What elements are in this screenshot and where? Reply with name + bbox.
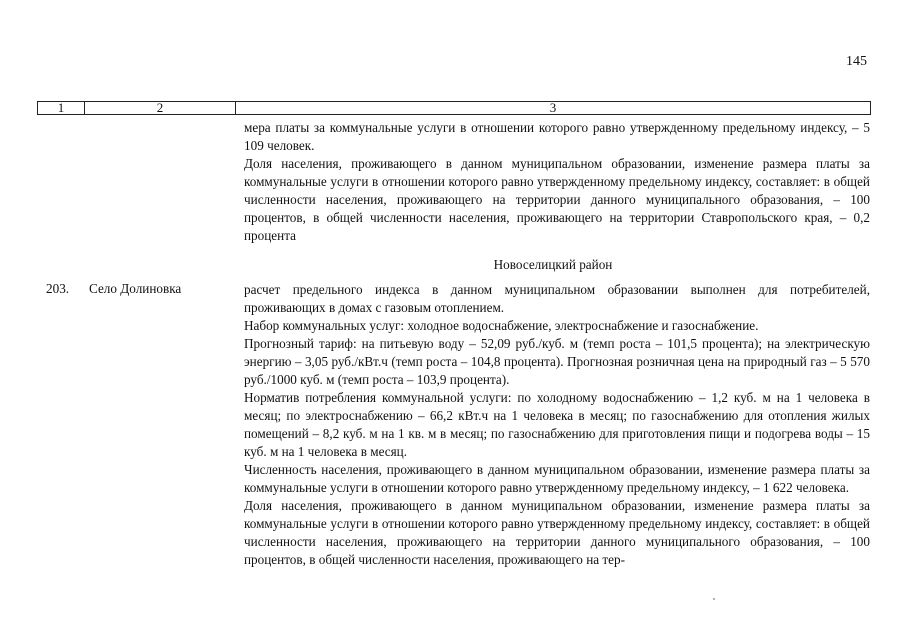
continuation-text (244, 119, 870, 245)
entry-number: 203. (46, 281, 70, 296)
column-number-1: 1 (38, 102, 85, 114)
entry-paragraph: Доля населения, проживающего в данном муниципальном образовании, изменение размера платы за коммунальные услуги в отношении которого равно утвержденному предельному индексу, составляет: в общей численности населения, проживающего на территории данного муниципального образования, – 100 процентов, в общей численности населения, проживающего на тер- (244, 498, 870, 567)
table-column-header (37, 101, 871, 115)
column-number-3: 3 (549, 100, 557, 115)
continuation-paragraph: мера платы за коммунальные услуги в отношении которого равно утвержденному предельному индексу, – 5 109 человек. (244, 120, 870, 153)
page-number: 145 (846, 54, 867, 69)
district-heading: Новоселицкий район (493, 257, 613, 272)
scan-speck (713, 598, 715, 600)
table-row (37, 281, 871, 569)
continuation-row (37, 119, 871, 245)
column-number-2: 2 (85, 102, 236, 114)
entry-paragraph: Набор коммунальных услуг: холодное водоснабжение, электроснабжение и газоснабжение. (244, 318, 759, 333)
entry-text (244, 281, 870, 569)
continuation-paragraph: Доля населения, проживающего в данном муниципальном образовании, изменение размера платы за коммунальные услуги в отношении которого равно утвержденному предельному индексу, составляет: в общей численности населения, проживающего на территории данного муниципального образования, – 100 процентов, в общей численности населения, проживающего на территории Ставропольского края, – 0,2 процента (244, 156, 870, 243)
entry-paragraph: Норматив потребления коммунальной услуги: по холодному водоснабжению – 1,2 куб. м на 1 человека в месяц; по электроснабжению – 66,2 кВт.ч на 1 человека в месяц; по газоснабжению для отопления жилых помещений – 8,2 куб. м на 1 кв. м в месяц; по газоснабжению для приготовления пищи и подогрева воды – 15 куб. м на 1 человека в месяц. (244, 390, 870, 459)
row-name-empty (84, 119, 240, 245)
entry-name: Село Долиновка (89, 281, 182, 296)
entry-paragraph: Численность населения, проживающего в данном муниципальном образовании, изменение размера платы за коммунальные услуги в отношении которого равно утвержденному предельному индексу, – 1 622 человека. (244, 462, 870, 495)
row-number-empty (37, 119, 84, 245)
entry-paragraph: расчет предельного индекса в данном муниципальном образовании выполнен для потребителей, проживающих в домах с газовым отоплением. (244, 282, 870, 315)
entry-paragraph: Прогнозный тариф: на питьевую воду – 52,09 руб./куб. м (темп роста – 101,5 процента); на электрическую энергию – 3,05 руб./кВт.ч (темп роста – 104,8 процента). Прогнозная розничная цена на природный газ – 5 570 руб./1000 куб. м (темп роста – 103,9 процента). (244, 336, 870, 387)
